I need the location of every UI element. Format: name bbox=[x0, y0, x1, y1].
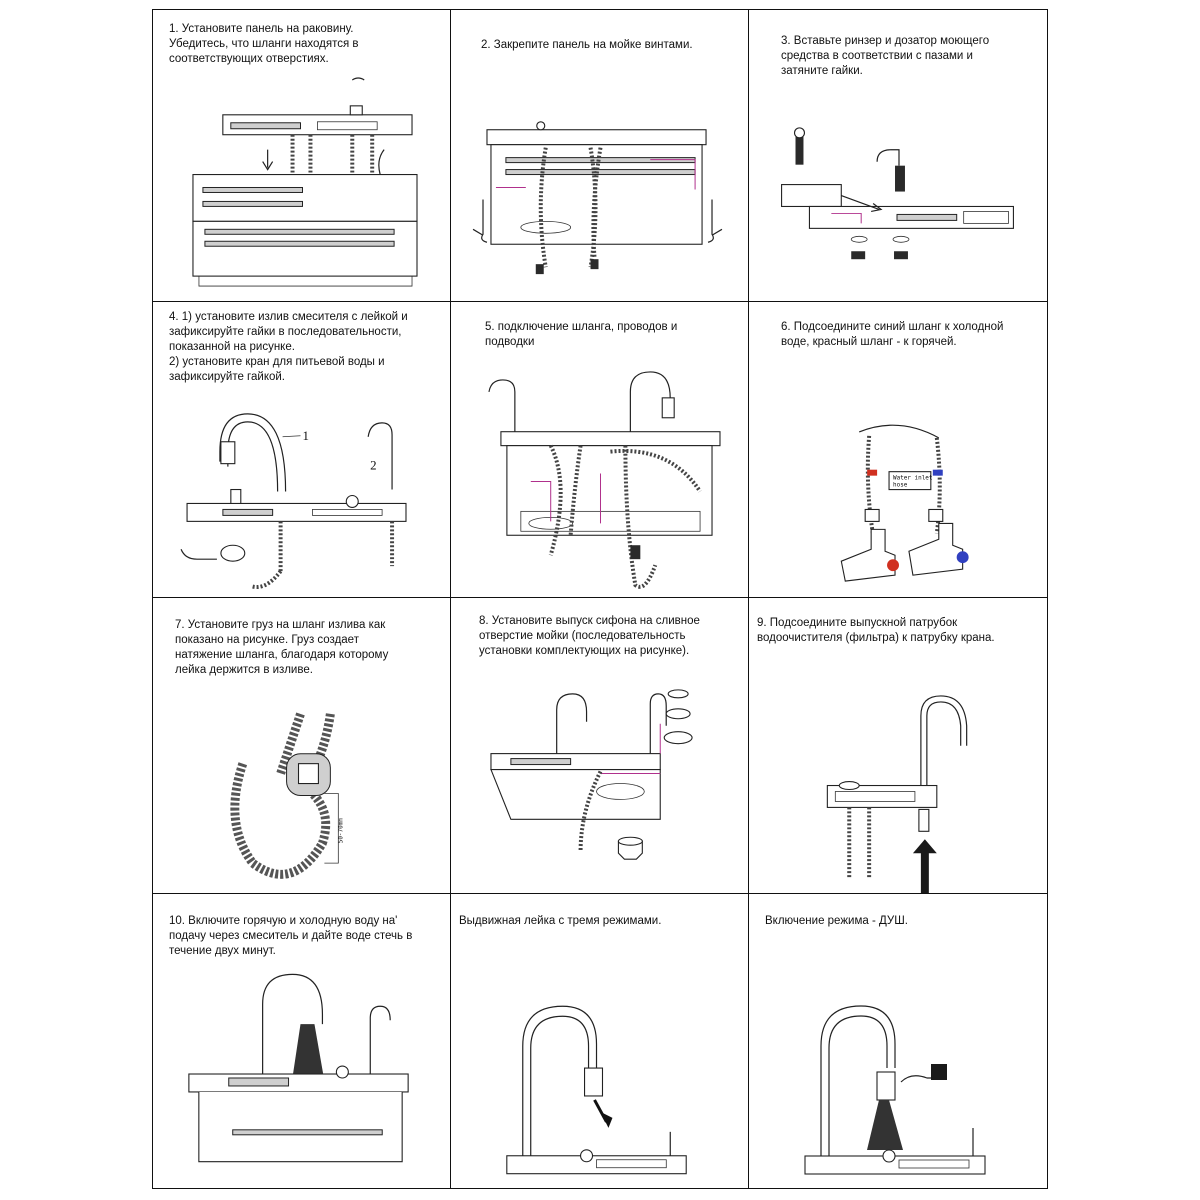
callout-1: 1 bbox=[302, 427, 309, 443]
step-7-caption bbox=[175, 618, 438, 678]
hose-label-line2: hose bbox=[893, 481, 908, 489]
step-1-caption bbox=[169, 22, 438, 67]
step-10-panel bbox=[153, 894, 451, 1188]
step-4-panel bbox=[153, 302, 451, 598]
caption-line: 5. подключение шланга, проводов и bbox=[485, 321, 678, 333]
step-2-panel bbox=[451, 10, 749, 302]
caption-line: лейка держится в изливе. bbox=[175, 664, 313, 676]
caption-line: показано на рисунке. Груз создает bbox=[175, 634, 359, 646]
caption-line: 2) установите кран для питьевой воды и bbox=[169, 356, 385, 368]
shower-mode-icon bbox=[749, 984, 1047, 1188]
instruction-sheet bbox=[152, 9, 1048, 1189]
hose-connection-icon bbox=[451, 362, 748, 597]
caption-line: 1. Установите панель на раковину. bbox=[169, 23, 354, 35]
caption-line: 6. Подсоедините синий шланг к холодной bbox=[781, 321, 1004, 333]
angle-valves-icon bbox=[749, 412, 1047, 597]
step-1-panel bbox=[153, 10, 451, 302]
caption-line: 9. Подсоедините выпускной патрубок bbox=[757, 617, 958, 629]
panel-screws-icon bbox=[451, 70, 748, 301]
step-8-caption bbox=[479, 614, 736, 659]
faucet-install-icon bbox=[153, 392, 450, 597]
caption-line: течение двух минут. bbox=[169, 945, 276, 957]
caption-line: 4. 1) установите излив смесителя с лейкой и bbox=[169, 311, 408, 323]
step-5-caption bbox=[485, 320, 736, 350]
filter-outlet-icon bbox=[749, 688, 1047, 893]
step-2-caption bbox=[481, 38, 736, 53]
drain-assembly-icon bbox=[451, 664, 748, 893]
caption-line: водоочистителя (фильтра) к патрубку крана. bbox=[757, 632, 995, 644]
caption-line: затяните гайки. bbox=[781, 65, 863, 77]
step-12-panel bbox=[749, 894, 1047, 1188]
step-6-panel bbox=[749, 302, 1047, 598]
caption-line: 7. Установите груз на шланг излива как bbox=[175, 619, 386, 631]
step-4-caption bbox=[169, 310, 438, 385]
caption-line: натяжение шланга, благодаря которому bbox=[175, 649, 389, 661]
step-9-panel bbox=[749, 598, 1047, 894]
caption-line: зафиксируйте гайки в последовательности, bbox=[169, 326, 402, 338]
caption-line: зафиксируйте гайкой. bbox=[169, 371, 285, 383]
caption-line: 2. Закрепите панель на мойке винтами. bbox=[481, 39, 693, 51]
pull-out-sprayer-icon bbox=[451, 984, 748, 1188]
callout-2: 2 bbox=[370, 457, 377, 473]
rinser-dispenser-icon bbox=[749, 100, 1047, 301]
step-8-panel bbox=[451, 598, 749, 894]
step-11-caption bbox=[459, 914, 736, 929]
hose-label-line1: Water inlet bbox=[893, 474, 933, 482]
caption-line: подводки bbox=[485, 336, 535, 348]
step-3-caption bbox=[781, 34, 1035, 79]
step-7-panel bbox=[153, 598, 451, 894]
step-9-caption bbox=[757, 616, 1035, 646]
step-3-panel bbox=[749, 10, 1047, 302]
water-flow-icon bbox=[153, 964, 450, 1188]
weight-dimension: 50-70mm bbox=[337, 818, 345, 844]
caption-line: соответствующих отверстиях. bbox=[169, 53, 329, 65]
caption-line: 8. Установите выпуск сифона на сливное bbox=[479, 615, 700, 627]
caption-line: показанной на рисунке. bbox=[169, 341, 295, 353]
caption-line: Убедитесь, что шланги находятся в bbox=[169, 38, 359, 50]
step-11-panel bbox=[451, 894, 749, 1188]
caption-line: Выдвижная лейка с тремя режимами. bbox=[459, 915, 662, 927]
sink-panel-install-icon bbox=[153, 70, 450, 301]
hose-weight-icon bbox=[153, 694, 450, 893]
caption-line: отверстие мойки (последовательность bbox=[479, 630, 686, 642]
step-6-caption bbox=[781, 320, 1035, 350]
step-5-panel bbox=[451, 302, 749, 598]
caption-line: средства в соответствии с пазами и bbox=[781, 50, 973, 62]
caption-line: 10. Включите горячую и холодную воду на' bbox=[169, 915, 398, 927]
caption-line: подачу через смеситель и дайте воде стечь в bbox=[169, 930, 413, 942]
step-10-caption bbox=[169, 914, 438, 959]
steps-grid bbox=[152, 9, 1048, 1189]
caption-line: 3. Вставьте ринзер и дозатор моющего bbox=[781, 35, 990, 47]
caption-line: воде, красный шланг - к горячей. bbox=[781, 336, 957, 348]
caption-line: установки комплектующих на рисунке). bbox=[479, 645, 690, 657]
caption-line: Включение режима - ДУШ. bbox=[765, 915, 908, 927]
step-12-caption bbox=[765, 914, 1035, 929]
